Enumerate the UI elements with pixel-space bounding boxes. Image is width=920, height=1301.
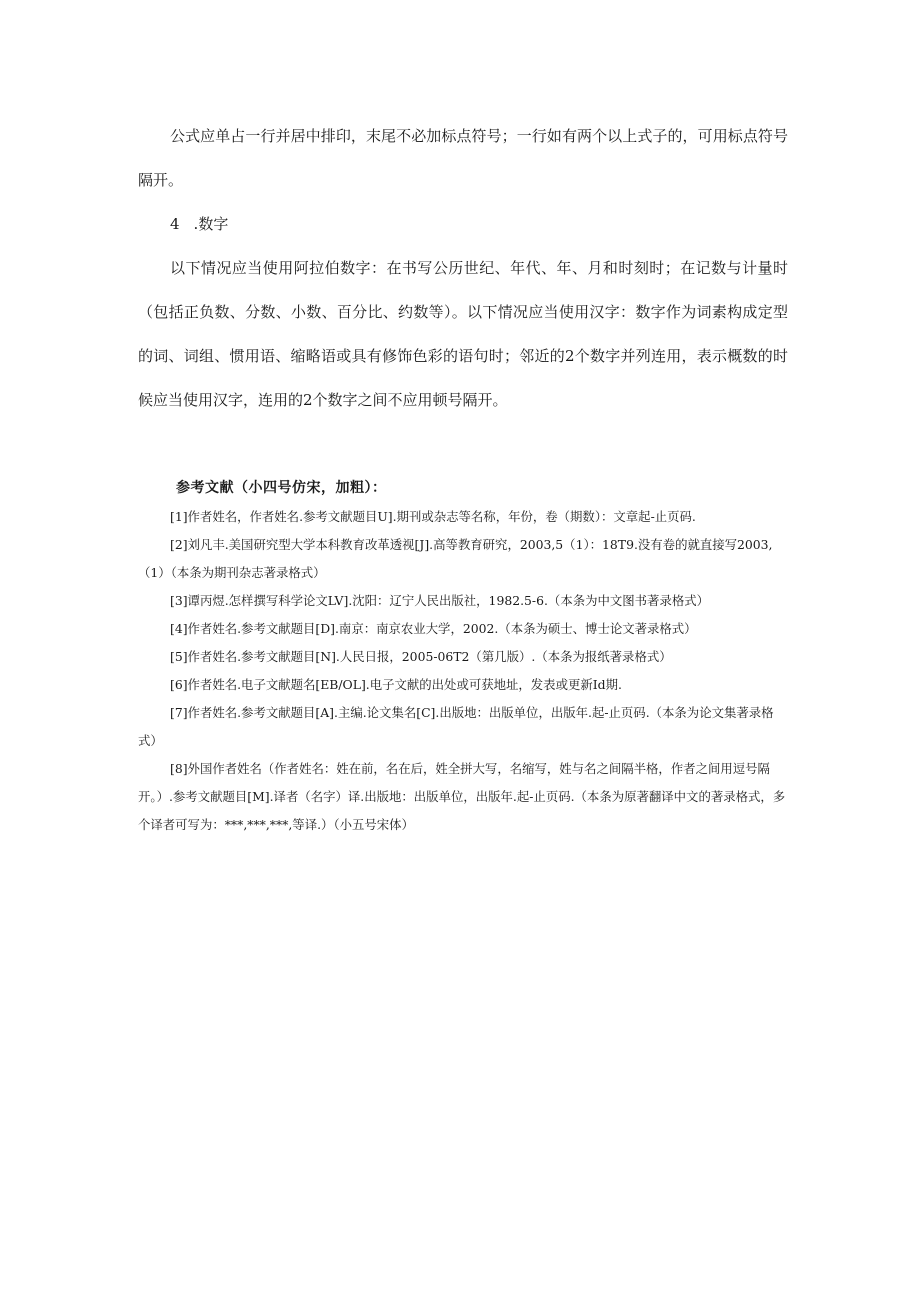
reference-item: [1]作者姓名，作者姓名.参考文献题目U].期刊或杂志等名称，年份，卷（期数）：文章起-止页码. <box>170 509 696 524</box>
reference-item: [4]作者姓名.参考文献题目[D].南京：南京农业大学，2002.（本条为硕士、博士论文著录格式） <box>170 621 697 636</box>
numbers-paragraph: 以下情况应当使用阿拉伯数字：在书写公历世纪、年代、年、月和时刻时；在记数与计量时（包括正负数、分数、小数、百分比、约数等）。以下情况应当使用汉字：数字作为词素构成定型的词、词组、惯用语、缩略语或具有修饰色彩的语句时；邻近的2个数字并列连用，表示概数的时候应当使用汉字，连用的2个数字之间不应用顿号隔开。 <box>138 259 788 409</box>
section-title: .数字 <box>193 215 229 233</box>
reference-item: [7]作者姓名.参考文献题目[A].主编.论文集名[C].出版地：出版单位，出版年.起-止页码.（本条为论文集著录格式） <box>138 705 774 748</box>
formula-paragraph: 公式应单占一行并居中排印，末尾不必加标点符号；一行如有两个以上式子的，可用标点符号隔开。 <box>138 127 788 189</box>
references-heading: 参考文献（小四号仿宋，加粗）： <box>176 480 387 496</box>
reference-list <box>138 503 788 839</box>
section-number: 4 <box>170 215 180 233</box>
section-heading <box>170 202 228 246</box>
reference-item: [8]外国作者姓名（作者姓名：姓在前，名在后，姓全拼大写，名缩写，姓与名之间隔半格，作者之间用逗号隔开。）.参考文献题目[M].译者（名字）译.出版地：出版单位，出版年.起-止页码.（本条为原著翻译中文的著录格式，多个译者可写为：***,***,***,等译.）（小五号宋体） <box>138 761 786 832</box>
reference-item: [5]作者姓名.参考文献题目[N].人民日报，2005-06T2（第几版）.（本条为报纸著录格式） <box>170 649 672 664</box>
reference-item: [6]作者姓名.电子文献题名[EB/OL].电子文献的出处或可获地址，发表或更新Id期. <box>170 677 622 692</box>
reference-item: [2]刘凡丰.美国研究型大学本科教育改革透视[J].高等教育研究，2003,5（1）：18T9.没有卷的就直接写2003,（1）（本条为期刊杂志著录格式） <box>138 537 773 580</box>
reference-item: [3]谭丙煜.怎样撰写科学论文LV].沈阳：辽宁人民出版社，1982.5-6.（本条为中文图书著录格式） <box>170 593 710 608</box>
